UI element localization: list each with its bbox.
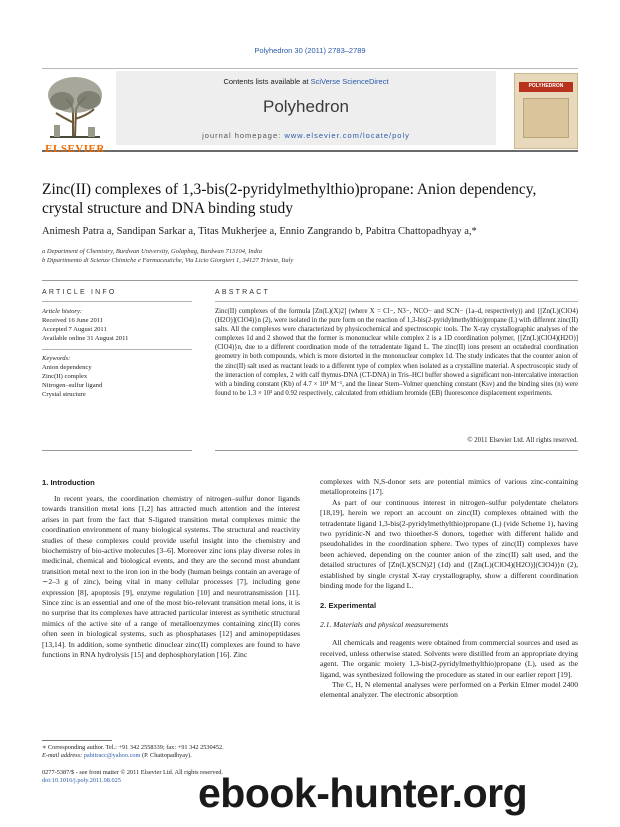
intro-paragraph-1: In recent years, the coordination chemistry of nitrogen–sulfur donor ligands towards transition metal ions [1,2] has attracted much attention and the interest arises in part from the fact that S-ligated transition metal complexes mimic the coordination environment of many biological systems. The structural and reactivity studies of these complexes could provide useful insight into the chemistry and biochemistry of bio-active molecules [3–6]. Moreover zinc ions play diverse roles in medicinal, chemical and biological events, and they are the second most abundant transition metal next to the iron ion in the body (human beings contain an average of ∼2–3 g of zinc), being vital in many cellular processes [7], including gene expression [8], apoptosis [9], enzyme regulation [10] and neurotransmission [11]. Since zinc is an essential and one of the most bio-relevant transition metal ions, it is no surprise that its complexes have attracted particular interest as synthetic structural mimics of the active site of a range of metalloenzymes containing zinc(II) cores often seen in biological systems, such as phosphatases [12] and aminopeptidases [13,14]. In addition, some synthetic dinuclear zinc(II) complexes are found to have functions in RNA hydrolysis [15] and dephosphorylation [16]. Zinc	[42, 494, 300, 660]
tree-icon	[42, 73, 108, 139]
elsevier-tree-logo	[42, 73, 108, 155]
keyword-item: Anion dependency	[42, 364, 92, 371]
keyword-item: Crystal structure	[42, 391, 86, 398]
materials-heading: 2.1. Materials and physical measurements	[320, 619, 449, 629]
masthead-center-panel	[116, 71, 496, 145]
corresponding-author-contact: ∗ Corresponding author. Tel.: +91 342 2558339; fax: +91 342 2530452.	[42, 744, 224, 751]
sciencedirect-link[interactable]: SciVerse ScienceDirect	[310, 77, 389, 86]
history-received: Received 16 June 2011	[42, 317, 104, 324]
info-bottom-divider	[42, 450, 192, 451]
corresponding-author-footnote	[42, 744, 300, 760]
doi-link[interactable]: doi:10.1016/j.poly.2011.08.025	[42, 777, 121, 784]
publisher-name: ELSEVIER	[45, 143, 105, 155]
title-line-1: Zinc(II) complexes of 1,3-bis(2-pyridylmethylthio)propane: Anion dependency,	[42, 181, 537, 198]
article-info-divider	[42, 301, 192, 302]
abstract-copyright: © 2011 Elsevier Ltd. All rights reserved.	[467, 437, 578, 444]
keywords-block	[42, 354, 192, 399]
issn-line: 0277-5387/$ - see front matter © 2011 Elsevier Ltd. All rights reserved.	[42, 769, 223, 776]
keywords-label: Keywords:	[42, 355, 71, 362]
history-accepted: Accepted 7 August 2011	[42, 326, 107, 333]
article-history	[42, 307, 192, 343]
keyword-item: Zinc(II) complex	[42, 373, 88, 380]
homepage-link[interactable]: www.elsevier.com/locate/poly	[284, 131, 410, 140]
experimental-heading: 2. Experimental	[320, 601, 377, 611]
title-line-2: crystal structure and DNA binding study	[42, 200, 293, 217]
journal-reference[interactable]: Polyhedron 30 (2011) 2783–2789	[254, 46, 366, 55]
article-info-heading: ARTICLE INFO	[42, 289, 117, 296]
author-list: Animesh Patra a, Sandipan Sarkar a, Titas Mukherjee a, Ennio Zangrando b, Pabitra Chattopadhyay a,*	[42, 226, 477, 237]
history-label: Article history:	[42, 308, 83, 315]
abstract-heading: ABSTRACT	[215, 289, 270, 296]
history-online: Available online 31 August 2011	[42, 335, 129, 342]
journal-cover-thumbnail[interactable]	[514, 73, 578, 149]
contents-prefix: Contents lists available at	[223, 77, 311, 86]
abstract-divider	[215, 301, 578, 302]
abstract-text: Zinc(II) complexes of the formula [Zn(L)(X)2] (where X = Cl−, N3−, NCO− and SCN− (1a–d, respectively)) and {[Zn(L)(ClO4)(H2O)](ClO4)}n (2), were isolated in the pure form on the reaction of 1,3-bis(2-pyridylmethylthio)propane (L) with different zinc(II) salts. All the complexes were characterized by physicochemical and spectroscopic tools. The X-ray crystallographic analyses of the complexes 1d and 2 showed that the former is mononuclear while complex 2 is a 1D coordination polymer, {[Zn(L)(ClO4)(H2O)](ClO4)}n, due to a different coordination mode of the tetradentate ligand L. The zinc(II) ions present an octahedral coordination geometry in both compounds, which is more distorted in the mononuclear complex 1d. The study indicates that the counter anion of the zinc(II) salt used as reactant leads to a different type of complex when isolated as a crystalline material. A spectroscopic study of the interaction of complex, 2 with calf thymus-DNA (CT-DNA) in Tris–HCl buffer showed a significant non-intercalative interaction with a binding constant (Kb) of 4.7 × 10⁴ M⁻¹, and the linear Stern–Volmer quenching constant (Ksv) and the binding sites (n) were found to be 1.3 × 10³ and 0.92 respectively, calculated from ethidium bromide (EB) fluorescence displacement experiments.	[215, 308, 578, 397]
watermark-text: ebook-hunter.org	[198, 770, 528, 816]
header-divider	[42, 280, 578, 281]
introduction-heading: 1. Introduction	[42, 478, 95, 487]
affiliation-b: b Dipartimento di Scienze Chimiche e Farmaceutiche, Via Licio Giorgieri 1, 34127 Trieste, Italy	[42, 257, 294, 264]
intro-paragraph-continued: complexes with N,S-donor sets are potential mimics of various zinc-containing metalloproteins [17].	[320, 477, 578, 497]
email-suffix: (P. Chattopadhyay).	[140, 752, 192, 759]
materials-paragraph-2: The C, H, N elemental analyses were performed on a Perkin Elmer model 2400 elemental analyzer. The electronic absorption	[320, 679, 578, 700]
left-column	[42, 494, 300, 661]
email-line	[42, 752, 300, 760]
homepage-prefix: journal homepage:	[202, 131, 285, 140]
history-divider	[42, 349, 192, 350]
journal-masthead	[42, 68, 578, 155]
right-column	[320, 477, 578, 701]
contents-line	[116, 77, 496, 86]
footnote-divider	[42, 740, 112, 741]
journal-homepage-line	[116, 131, 496, 140]
intro-paragraph-2: As part of our continuous interest in nitrogen–sulfur polydentate chelators [18,19], herein we report an account on zinc(II) complexes obtained with the tetradentate ligand 1,3-bis(2-pyridylmethylthio)propane (L) (vide Scheme 1), having two pyridinic-N and two thioether-S donors, together with different halide and pseudohalides in the coordination sphere. Two types of zinc(II) complexes have been achieved, depending on the counter anion of the zinc(II) salt used, and the detailed structures of [Zn(L)(SCN)2] (1d) and {[Zn(L)(ClO4)(H2O)](ClO4)}n (2), established by single crystal X-ray crystallography, show a different coordination binding mode for the ligand L.	[320, 497, 578, 591]
keyword-item: Nitrogen–sulfur ligand	[42, 382, 103, 389]
cover-image	[523, 98, 569, 138]
email-link[interactable]: pabitracc@yahoo.com	[83, 752, 141, 759]
cover-title: POLYHEDRON	[528, 83, 564, 89]
article-title	[42, 180, 578, 218]
journal-name: Polyhedron	[262, 97, 349, 116]
materials-paragraph-1: All chemicals and reagents were obtained from commercial sources and used as received, unless otherwise stated. Solvents were distilled from an appropriate drying agent. The organic moiety 1,3-bis(2-pyridylmethylthio)propane (L), used as the ligand, was synthesized following the procedure as stated in our earlier report [19].	[320, 638, 578, 679]
abstract-bottom-divider	[215, 450, 578, 451]
affiliation-a: a Department of Chemistry, Burdwan University, Golapbag, Burdwan 713104, India	[42, 248, 262, 255]
email-label: E-mail address:	[42, 752, 84, 759]
